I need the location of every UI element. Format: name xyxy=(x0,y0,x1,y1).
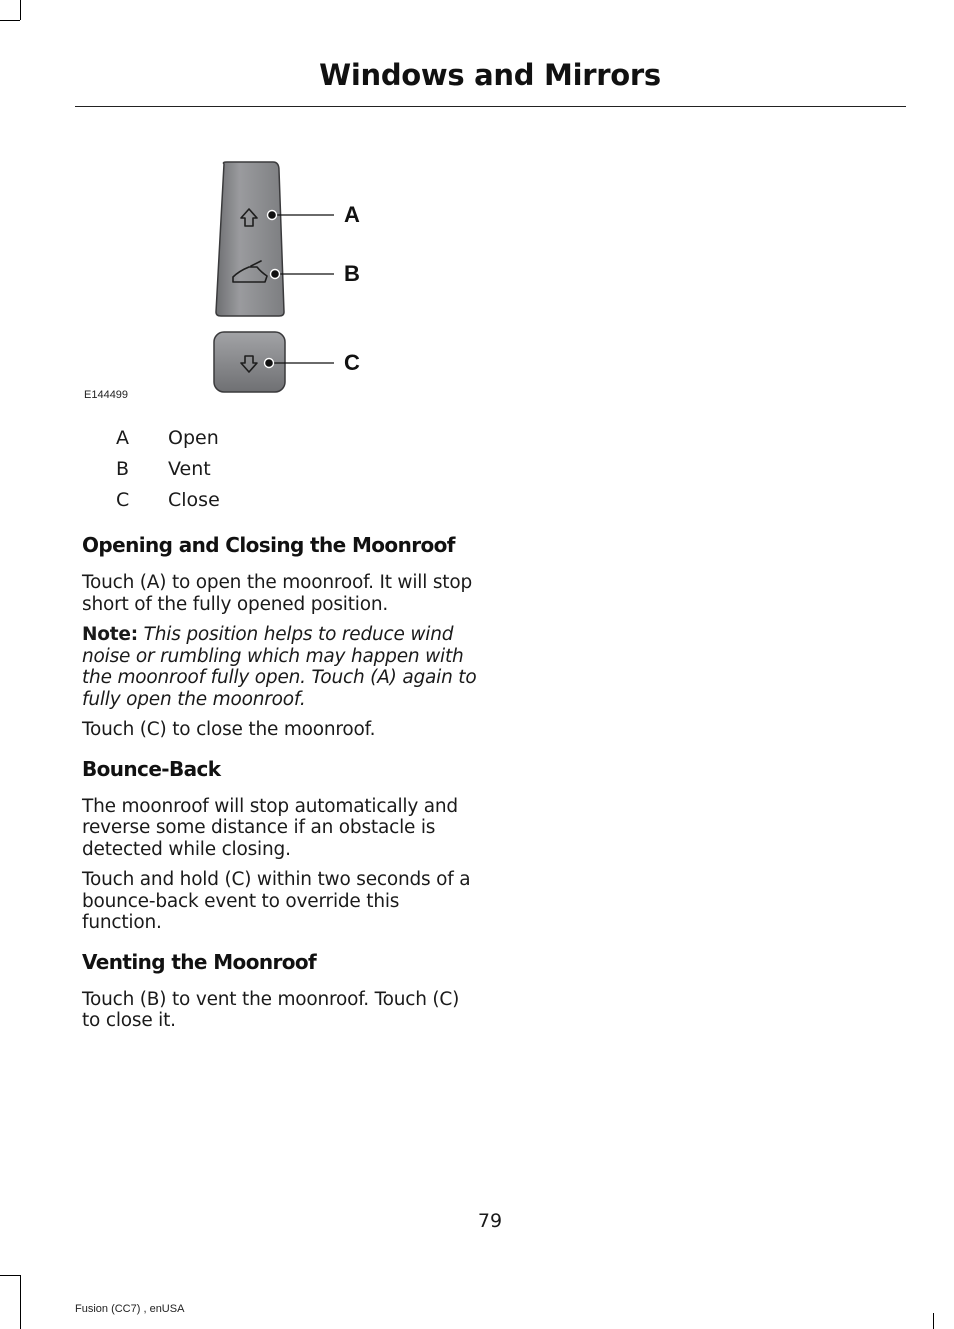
figure-id: E144499 xyxy=(84,389,129,401)
legend-key: A xyxy=(116,426,129,449)
note-text: This position helps to reduce wind noise or rumbling which may happen with the moonroof fully open. Touch (A) again to fully open the moonroof. xyxy=(82,624,477,710)
note-label: Note: xyxy=(82,624,138,645)
section-heading-bounce-back: Bounce-Back xyxy=(82,756,221,781)
page-title: Windows and Mirrors xyxy=(319,58,661,92)
legend-text: Close xyxy=(168,488,220,511)
crop-mark xyxy=(20,0,21,20)
section-heading-venting: Venting the Moonroof xyxy=(82,949,317,974)
paragraph: Touch (C) to close the moonroof. xyxy=(82,719,376,740)
legend-key: B xyxy=(116,457,130,480)
legend-key: C xyxy=(116,488,130,511)
paragraph: Touch (B) to vent the moonroof. Touch (C) to close it. xyxy=(82,988,460,1031)
crop-mark xyxy=(0,1275,20,1276)
paragraph: The moonroof will stop automatically and reverse some distance if an obstacle is detected while closing. xyxy=(82,795,458,860)
note-paragraph xyxy=(82,624,477,710)
moonroof-control-figure xyxy=(75,150,475,410)
open-vent-rocker[interactable] xyxy=(216,162,284,316)
callout-c: C xyxy=(344,350,360,375)
close-button[interactable] xyxy=(214,332,285,392)
moonroof-switch-illustration xyxy=(75,150,475,410)
callout-b: B xyxy=(344,261,360,286)
figure-legend xyxy=(82,422,482,515)
section-heading-opening: Opening and Closing the Moonroof xyxy=(82,533,455,557)
paragraph: Touch and hold (C) within two seconds of a bounce-back event to override this function. xyxy=(82,869,471,933)
main-content xyxy=(82,530,477,1041)
crop-mark xyxy=(933,1313,934,1329)
header-divider xyxy=(75,106,906,107)
crop-mark xyxy=(0,20,20,21)
legend-text: Vent xyxy=(168,457,211,480)
callout-a: A xyxy=(344,202,360,227)
legend-item xyxy=(82,484,482,515)
legend-item xyxy=(82,453,482,484)
paragraph: Touch (A) to open the moonroof. It will stop short of the fully opened position. xyxy=(82,572,473,615)
legend-text: Open xyxy=(168,426,219,449)
page-number: 79 xyxy=(477,1210,503,1232)
footer-text: Fusion (CC7) , enUSA xyxy=(75,1303,185,1315)
legend-item xyxy=(82,422,482,453)
crop-mark xyxy=(20,1275,21,1329)
